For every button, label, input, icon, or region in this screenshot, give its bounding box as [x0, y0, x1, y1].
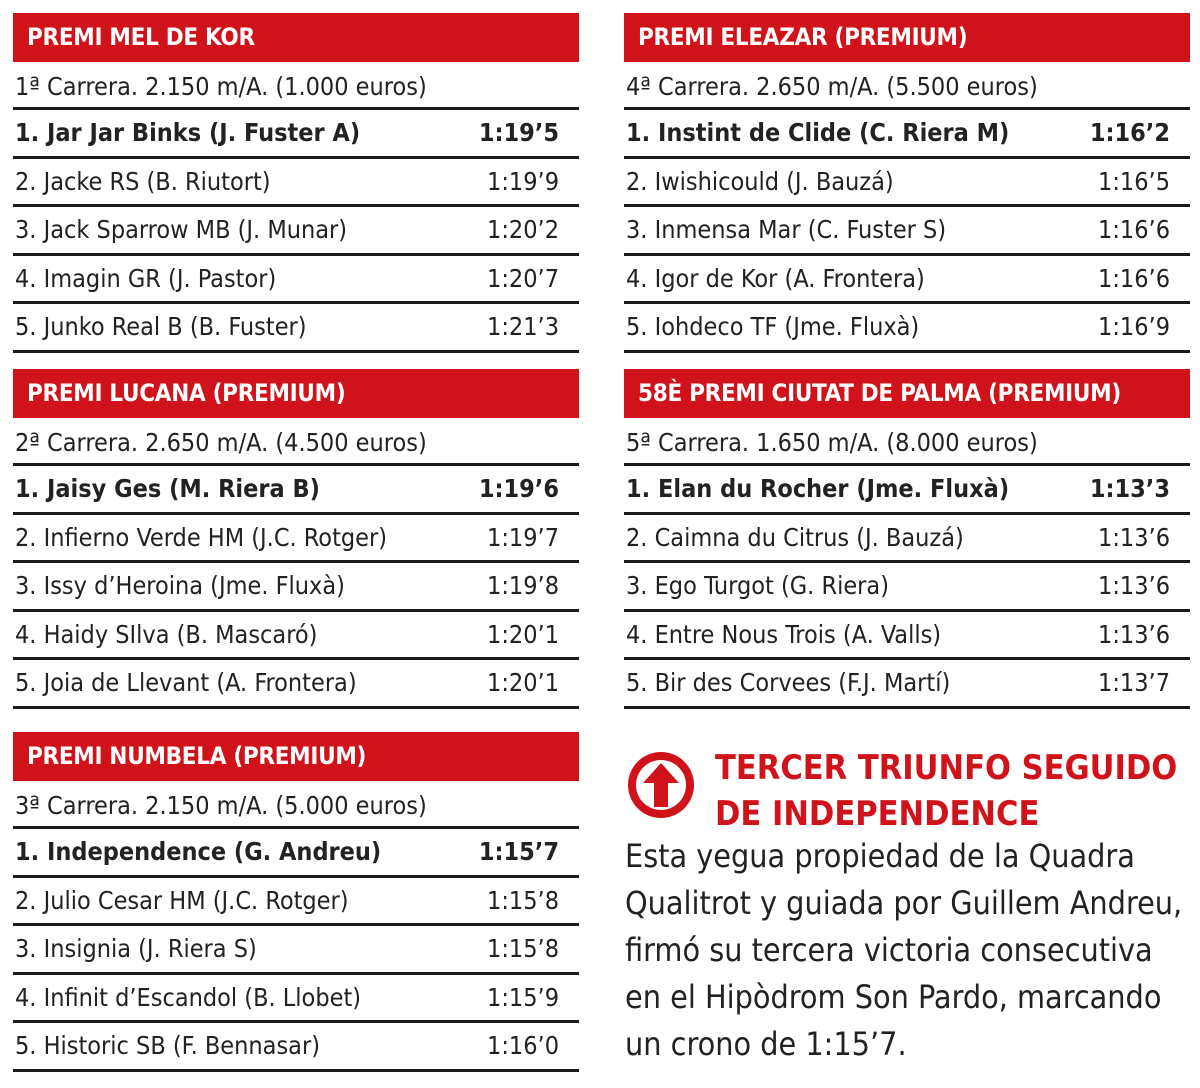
- result-row: [13, 159, 579, 208]
- note-title: [715, 745, 1177, 837]
- race-time: 1:20’1: [487, 668, 559, 698]
- race-time: 1:13’7: [1098, 668, 1170, 698]
- horse-name: 1. Jaisy Ges (M. Riera B): [15, 474, 320, 504]
- race-time: 1:20’1: [487, 619, 559, 649]
- race-time: 1:16’2: [1089, 118, 1170, 148]
- result-row: [13, 466, 579, 515]
- race-title: PREMI LUCANA (PREMIUM): [13, 369, 579, 418]
- result-row: [13, 304, 579, 353]
- horse-name: 3. Inmensa Mar (C. Fuster S): [626, 215, 947, 245]
- result-row: [624, 159, 1190, 208]
- arrow-up-icon: [625, 749, 697, 821]
- horse-name: 1. Elan du Rocher (Jme. Fluxà): [626, 474, 1010, 504]
- race-details: 3ª Carrera. 2.150 m/A. (5.000 euros): [13, 781, 579, 829]
- horse-name: 3. Insignia (J. Riera S): [15, 934, 257, 964]
- horse-name: 2. Julio Cesar HM (J.C. Rotger): [15, 885, 349, 915]
- race-time: 1:16’9: [1098, 312, 1170, 342]
- result-row: [13, 207, 579, 256]
- race-time: 1:16’6: [1098, 215, 1170, 245]
- race-card-5: [624, 369, 1190, 709]
- horse-name: 2. Jacke RS (B. Riutort): [15, 166, 271, 196]
- race-time: 1:13’3: [1089, 474, 1170, 504]
- result-row: [13, 110, 579, 159]
- horse-name: 1. Jar Jar Binks (J. Fuster A): [15, 118, 361, 148]
- result-row: [13, 660, 579, 709]
- race-card-2: [13, 369, 579, 709]
- note-title-line-1: TERCER TRIUNFO SEGUIDO: [715, 748, 1178, 788]
- horse-name: 5. Joia de Llevant (A. Frontera): [15, 668, 357, 698]
- race-time: 1:19’6: [478, 474, 559, 504]
- race-time: 1:16’5: [1098, 166, 1170, 196]
- horse-name: 2. Iwishicould (J. Bauzá): [626, 166, 894, 196]
- race-time: 1:19’9: [487, 166, 559, 196]
- race-time: 1:19’5: [478, 118, 559, 148]
- race-details: 4ª Carrera. 2.650 m/A. (5.500 euros): [624, 62, 1190, 110]
- horse-name: 3. Jack Sparrow MB (J. Munar): [15, 215, 348, 245]
- horse-name: 4. Entre Nous Trois (A. Valls): [626, 619, 942, 649]
- race-time: 1:15’8: [487, 885, 559, 915]
- horse-name: 4. Imagin GR (J. Pastor): [15, 263, 277, 293]
- result-row: [13, 1023, 579, 1072]
- race-time: 1:20’2: [487, 215, 559, 245]
- result-row: [13, 256, 579, 305]
- result-row: [624, 207, 1190, 256]
- note-title-line-2: DE INDEPENDENCE: [715, 794, 1040, 834]
- race-time: 1:15’7: [478, 837, 559, 867]
- horse-name: 2. Infierno Verde HM (J.C. Rotger): [15, 522, 388, 552]
- result-row: [624, 466, 1190, 515]
- result-row: [13, 515, 579, 564]
- result-row: [624, 563, 1190, 612]
- race-time: 1:16’0: [487, 1031, 559, 1061]
- horse-name: 3. Issy d’Heroina (Jme. Fluxà): [15, 571, 345, 601]
- race-time: 1:19’7: [487, 522, 559, 552]
- race-time: 1:13’6: [1098, 571, 1170, 601]
- race-title: PREMI NUMBELA (PREMIUM): [13, 732, 579, 781]
- race-time: 1:13’6: [1098, 619, 1170, 649]
- race-title: PREMI ELEAZAR (PREMIUM): [624, 13, 1190, 62]
- result-row: [13, 926, 579, 975]
- result-row: [624, 612, 1190, 661]
- result-row: [13, 829, 579, 878]
- race-time: 1:16’6: [1098, 263, 1170, 293]
- race-details: 2ª Carrera. 2.650 m/A. (4.500 euros): [13, 418, 579, 466]
- race-title: PREMI MEL DE KOR: [13, 13, 579, 62]
- horse-name: 3. Ego Turgot (G. Riera): [626, 571, 889, 601]
- horse-name: 4. Haidy SIlva (B. Mascaró): [15, 619, 318, 649]
- result-row: [13, 975, 579, 1024]
- note-body: Esta yegua propiedad de la Quadra Qualitrot y guiada por Guillem Andreu, firmó su tercera victoria consecutiva en el Hipòdrom Son Pardo, marcando un crono de 1:15’7.: [625, 837, 1183, 1063]
- race-title: 58È PREMI CIUTAT DE PALMA (PREMIUM): [624, 369, 1190, 418]
- horse-name: 5. Bir des Corvees (F.J. Martí): [626, 668, 951, 698]
- horse-name: 2. Caimna du Citrus (J. Bauzá): [626, 522, 964, 552]
- race-card-3: [13, 732, 579, 1072]
- highlight-note: [625, 745, 1185, 1068]
- horse-name: 1. Independence (G. Andreu): [15, 837, 382, 867]
- race-time: 1:15’8: [487, 934, 559, 964]
- result-row: [624, 110, 1190, 159]
- note-header: [625, 745, 1185, 837]
- result-row: [624, 660, 1190, 709]
- result-row: [13, 563, 579, 612]
- horse-name: 4. Infinit d’Escandol (B. Llobet): [15, 982, 362, 1012]
- race-time: 1:13’6: [1098, 522, 1170, 552]
- race-time: 1:15’9: [487, 982, 559, 1012]
- horse-name: 5. Junko Real B (B. Fuster): [15, 312, 307, 342]
- result-row: [624, 256, 1190, 305]
- race-time: 1:19’8: [487, 571, 559, 601]
- result-row: [13, 878, 579, 927]
- horse-name: 1. Instint de Clide (C. Riera M): [626, 118, 1010, 148]
- result-row: [624, 304, 1190, 353]
- race-card-4: [624, 13, 1190, 353]
- result-row: [13, 612, 579, 661]
- horse-name: 4. Igor de Kor (A. Frontera): [626, 263, 925, 293]
- horse-name: 5. Iohdeco TF (Jme. Fluxà): [626, 312, 920, 342]
- race-details: 1ª Carrera. 2.150 m/A. (1.000 euros): [13, 62, 579, 110]
- race-details: 5ª Carrera. 1.650 m/A. (8.000 euros): [624, 418, 1190, 466]
- race-time: 1:20’7: [487, 263, 559, 293]
- race-time: 1:21’3: [487, 312, 559, 342]
- race-card-1: [13, 13, 579, 353]
- result-row: [624, 515, 1190, 564]
- horse-name: 5. Historic SB (F. Bennasar): [15, 1031, 320, 1061]
